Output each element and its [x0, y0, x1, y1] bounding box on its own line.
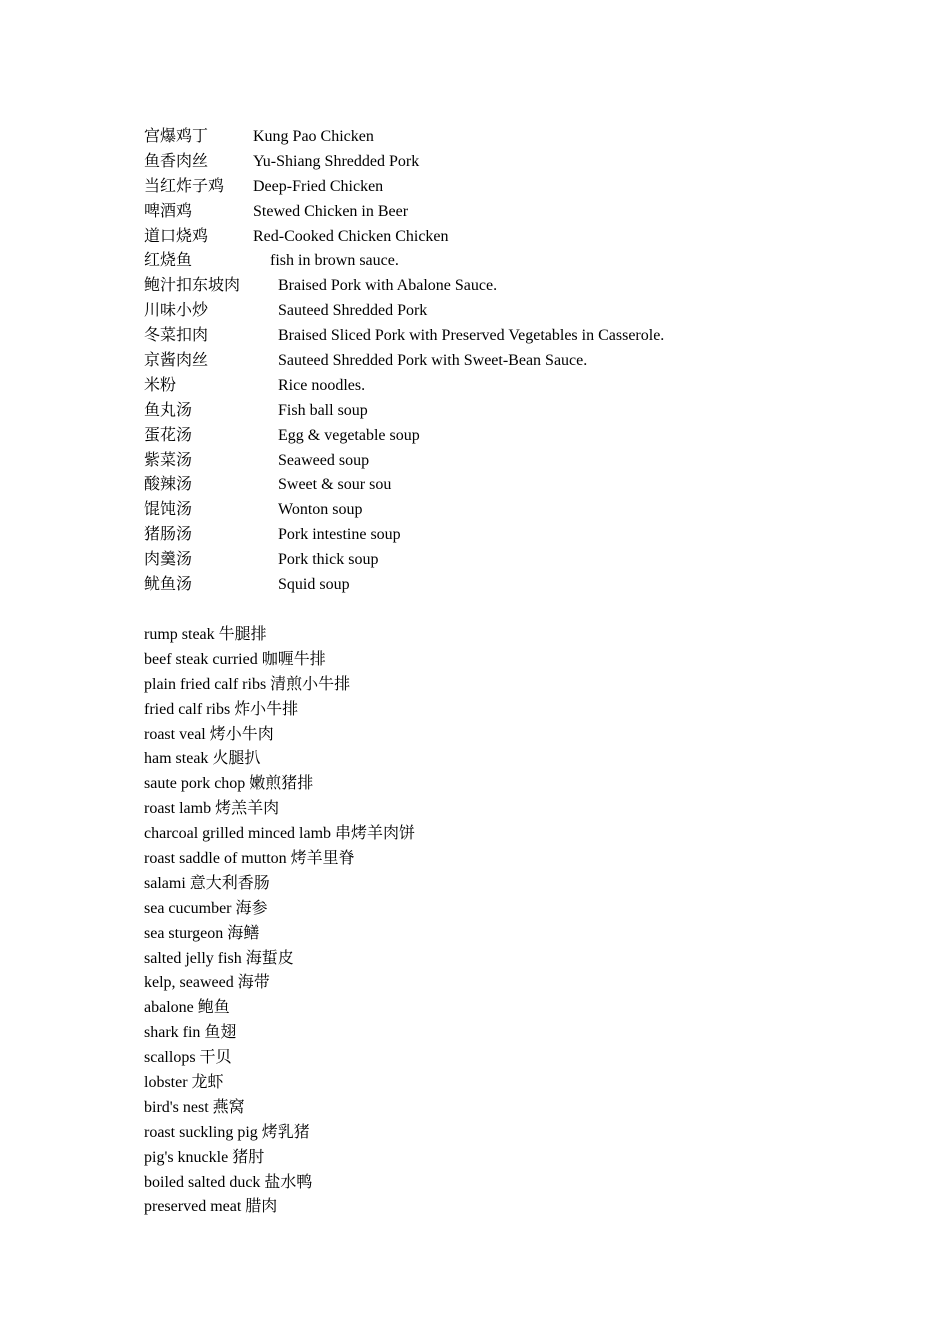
dish-chinese-name: 鱼丸汤 [144, 401, 193, 419]
dish-chinese-name: 京酱肉丝 [144, 352, 209, 370]
dish-english-name: Rice noodles. [278, 376, 366, 394]
dish-chinese-name: 啤酒鸡 [144, 202, 193, 220]
dish-chinese-name: 紫菜汤 [144, 451, 193, 469]
dish-english-name: fish in brown sauce. [270, 252, 399, 270]
dish-chinese-name: 冬菜扣肉 [144, 327, 209, 345]
dish-chinese-name: 蛋花汤 [144, 426, 193, 444]
dish-english-name: Squid soup [278, 576, 350, 594]
dish-chinese-name: 鲍汁扣东坡肉 [144, 277, 241, 295]
dish-english-name: Stewed Chicken in Beer [253, 202, 409, 220]
vocab-item: charcoal grilled minced lamb 串烤羊肉饼 [144, 825, 416, 843]
dish-english-name: Wonton soup [278, 501, 363, 519]
dish-english-name: Braised Sliced Pork with Preserved Vegetables in Casserole. [278, 327, 665, 345]
dish-chinese-name: 鱼香肉丝 [144, 152, 209, 170]
dish-english-name: Seaweed soup [278, 451, 370, 469]
dish-chinese-name: 道口烧鸡 [144, 227, 209, 245]
dish-chinese-name: 米粉 [144, 376, 177, 394]
vocab-item: abalone 鲍鱼 [144, 999, 230, 1017]
vocab-item: boiled salted duck 盐水鸭 [144, 1173, 313, 1191]
vocab-item: scallops 干贝 [144, 1049, 232, 1067]
dish-english-name: Red-Cooked Chicken Chicken [253, 227, 449, 245]
vocab-item: plain fried calf ribs 清煎小牛排 [144, 675, 351, 693]
dish-chinese-name: 宫爆鸡丁 [144, 128, 209, 145]
dish-english-name: Pork intestine soup [278, 526, 401, 544]
dish-chinese-name: 猪肠汤 [144, 526, 193, 544]
vocab-item: sea sturgeon 海鳝 [144, 924, 260, 942]
vocab-item: bird's nest 燕窝 [144, 1098, 245, 1116]
dish-chinese-name: 馄饨汤 [144, 501, 193, 519]
vocab-item: fried calf ribs 炸小牛排 [144, 700, 299, 718]
dish-english-name: Deep-Fried Chicken [253, 177, 384, 195]
vocab-item: salted jelly fish 海蜇皮 [144, 949, 294, 967]
dish-english-name: Sauteed Shredded Pork with Sweet-Bean Sauce. [278, 352, 588, 370]
dish-chinese-name: 川味小炒 [144, 302, 209, 320]
vocab-item: pig's knuckle 猪肘 [144, 1148, 265, 1166]
vocabulary-list [144, 623, 415, 1220]
vocab-item: beef steak curried 咖喱牛排 [144, 650, 326, 668]
vocab-item: ham steak 火腿扒 [144, 750, 261, 768]
dish-english-name: Egg & vegetable soup [278, 426, 420, 444]
vocab-item: lobster 龙虾 [144, 1074, 224, 1092]
vocab-item: rump steak 牛腿排 [144, 626, 267, 643]
vocab-item: salami 意大利香肠 [144, 874, 270, 892]
vocab-item: roast veal 烤小牛肉 [144, 725, 274, 743]
vocab-item: kelp, seaweed 海带 [144, 974, 270, 992]
dish-english-name: Fish ball soup [278, 401, 368, 419]
dish-chinese-name: 肉羹汤 [144, 551, 193, 569]
dish-english-name: Sauteed Shredded Pork [278, 302, 428, 320]
vocab-item: preserved meat 腊肉 [144, 1198, 278, 1216]
vocab-item: roast lamb 烤羔羊肉 [144, 800, 280, 818]
vocab-item: roast saddle of mutton 烤羊里脊 [144, 850, 355, 868]
vocab-item: roast suckling pig 烤乳猪 [144, 1123, 310, 1141]
dish-chinese-name: 红烧鱼 [144, 252, 193, 270]
vocab-item: shark fin 鱼翅 [144, 1024, 237, 1042]
dish-english-name: Sweet & sour sou [278, 476, 392, 494]
dish-english-name: Braised Pork with Abalone Sauce. [278, 277, 498, 295]
vocab-item: saute pork chop 嫩煎猪排 [144, 775, 314, 793]
dish-chinese-name: 鱿鱼汤 [144, 576, 193, 594]
dish-english-name: Pork thick soup [278, 551, 379, 569]
dish-chinese-name: 酸辣汤 [144, 476, 193, 494]
dish-chinese-name: 当红炸子鸡 [144, 177, 225, 195]
vocab-item: sea cucumber 海参 [144, 899, 268, 917]
dish-english-name: Yu-Shiang Shredded Pork [253, 152, 420, 170]
dish-english-name: Kung Pao Chicken [253, 128, 374, 145]
